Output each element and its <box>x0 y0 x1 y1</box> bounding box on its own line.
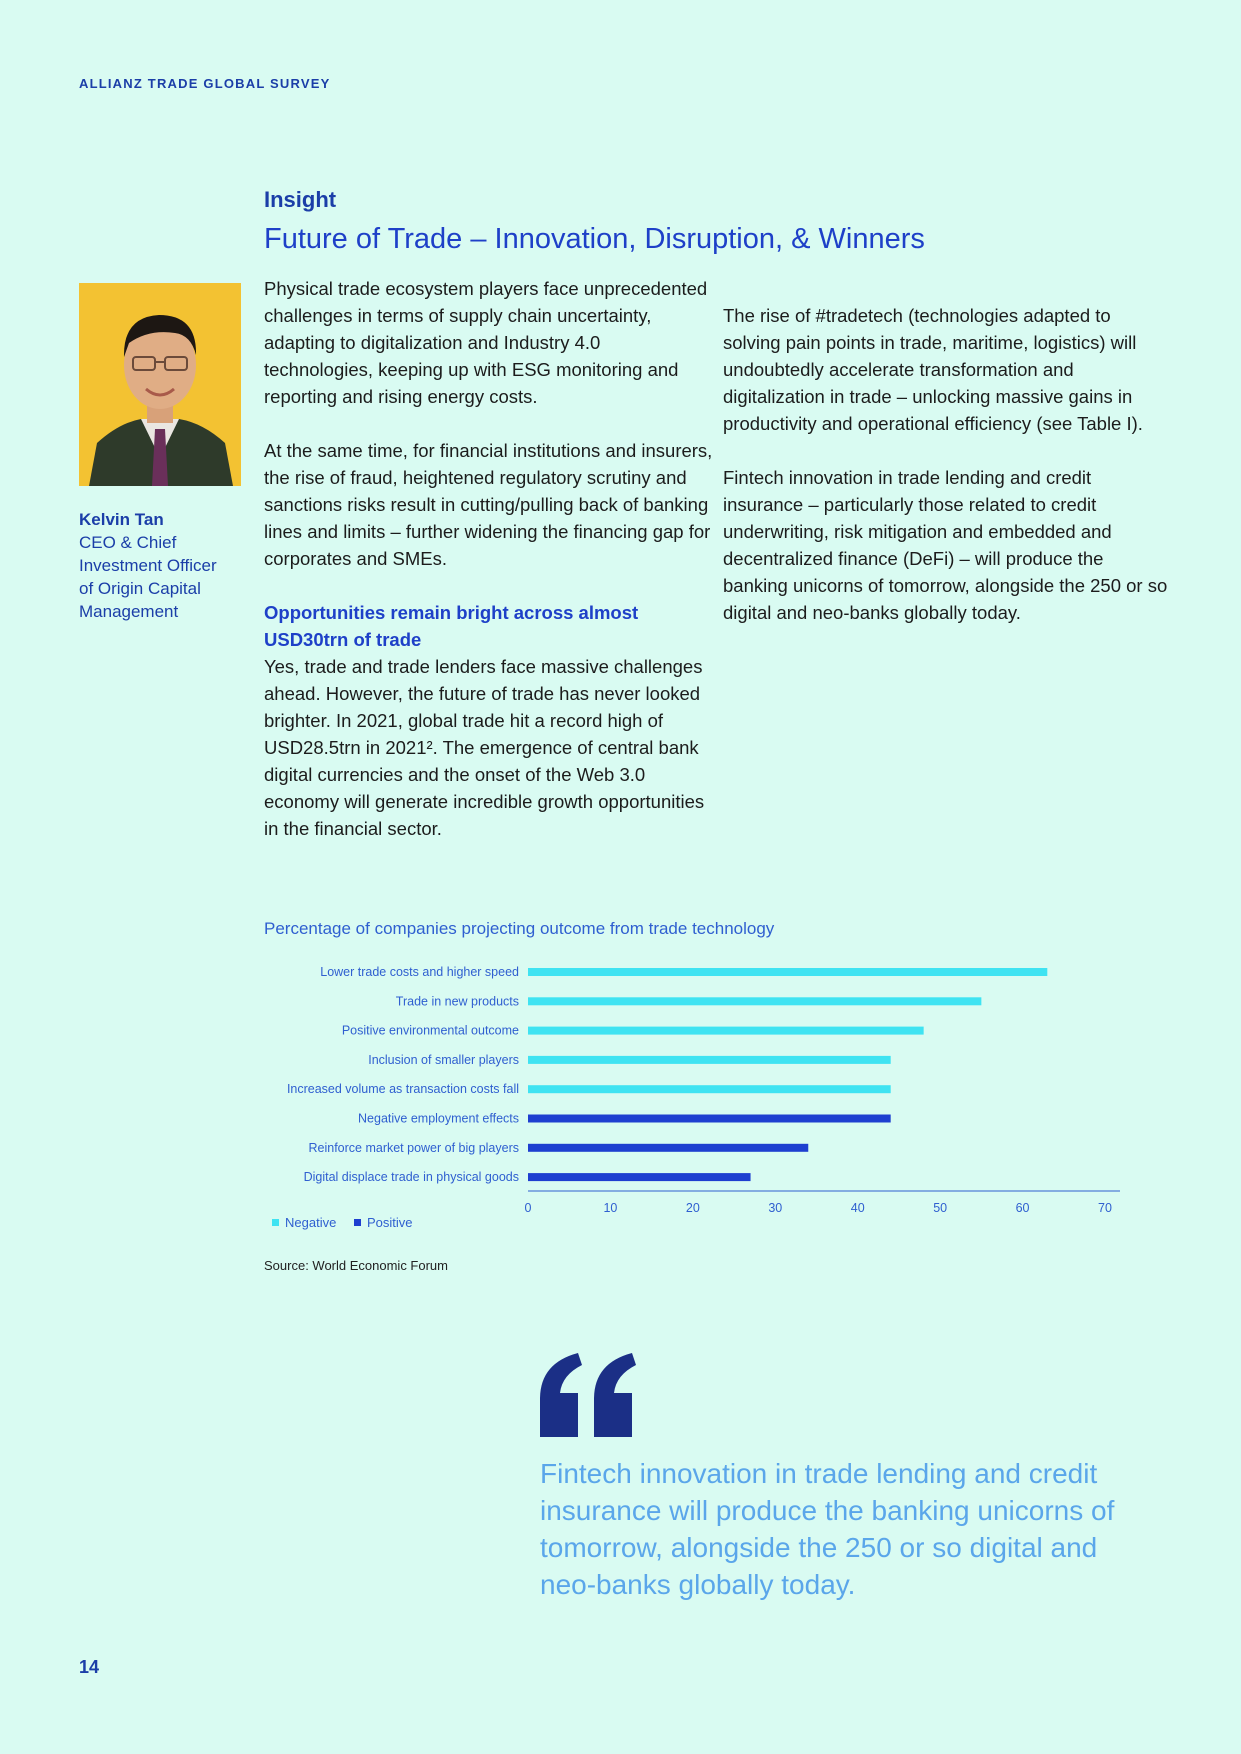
bar <box>528 1027 924 1035</box>
category-label: Reinforce market power of big players <box>308 1140 519 1155</box>
x-tick-label: 10 <box>603 1201 618 1215</box>
author-role: Investment Officer <box>79 556 217 575</box>
bar <box>528 1173 751 1181</box>
chart-title: Percentage of companies projecting outcome from trade technology <box>264 919 775 938</box>
x-tick-label: 0 <box>524 1201 532 1215</box>
x-tick-label: 20 <box>685 1201 700 1215</box>
legend-label: Positive <box>367 1215 413 1230</box>
x-tick-label: 70 <box>1098 1201 1112 1215</box>
bar <box>528 1056 891 1064</box>
section-subheading: Opportunities remain bright across almost USD30trn of trade <box>264 602 639 650</box>
x-tick-label: 30 <box>768 1201 783 1215</box>
x-tick-label: 40 <box>850 1201 865 1215</box>
paragraph: Physical trade ecosystem players face unprecedented challenges in terms of supply chain uncertainty, adapting to digitalization and Industry 4.0 technologies, keeping up with ESG monitoring and reporting and rising energy costs. <box>264 278 708 407</box>
author-role: Management <box>79 602 179 621</box>
bar <box>528 997 981 1005</box>
category-label: Trade in new products <box>395 994 519 1009</box>
paragraph: Yes, trade and trade lenders face massive challenges ahead. However, the future of trade has never looked brighter. In 2021, global trade hit a record high of USD28.5trn in 2021². The emergence of central bank digital currencies and the onset of the Web 3.0 economy will generate incredible growth opportunities in the financial sector. <box>264 656 705 839</box>
category-label: Positive environmental outcome <box>341 1023 519 1038</box>
chart-source: Source: World Economic Forum <box>264 1258 448 1273</box>
category-label: Increased volume as transaction costs fall <box>286 1082 519 1097</box>
paragraph: Fintech innovation in trade lending and credit insurance – particularly those related to credit underwriting, risk mitigation and embedded and decentralized finance (DeFi) – will produce the banking unicorns of tomorrow, alongside the 250 or so digital and neo-banks globally today. <box>723 467 1168 623</box>
paragraph: The rise of #tradetech (technologies adapted to solving pain points in trade, maritime, logistics) will undoubtedly accelerate transformation and digitalization in trade – unlocking massive gains in productivity and operational efficiency (see Table I). <box>723 305 1143 434</box>
author-name: Kelvin Tan <box>79 510 164 529</box>
insight-label: Insight <box>264 187 337 212</box>
legend-swatch <box>272 1219 279 1226</box>
legend-label: Negative <box>285 1215 337 1230</box>
x-tick-label: 60 <box>1015 1201 1030 1215</box>
category-label: Negative employment effects <box>358 1111 519 1126</box>
author-role: CEO & Chief <box>79 533 177 552</box>
category-label: Inclusion of smaller players <box>368 1052 519 1067</box>
category-label: Digital displace trade in physical goods <box>303 1170 519 1185</box>
quote-mark-icon <box>538 1353 638 1437</box>
bar <box>528 1144 808 1152</box>
category-label: Lower trade costs and higher speed <box>320 965 519 979</box>
x-tick-label: 50 <box>933 1201 948 1215</box>
page-number: 14 <box>79 1657 100 1677</box>
survey-label: ALLIANZ TRADE GLOBAL SURVEY <box>79 76 331 91</box>
bar <box>528 968 1047 976</box>
legend-swatch <box>354 1219 361 1226</box>
pull-quote: Fintech innovation in trade lending and credit insurance will produce the banking unicorns of tomorrow, alongside the 250 or so digital and neo-banks globally today. <box>540 1458 1115 1600</box>
author-role: of Origin Capital <box>79 579 201 598</box>
bar <box>528 1085 891 1093</box>
bar <box>528 1115 891 1123</box>
page-title: Future of Trade – Innovation, Disruption, & Winners <box>264 223 925 255</box>
paragraph: At the same time, for financial institutions and insurers, the rise of fraud, heightened regulatory scrutiny and sanctions risks result in cutting/pulling back of banking lines and limits – further widening the financing gap for corporates and SMEs. <box>264 440 713 569</box>
